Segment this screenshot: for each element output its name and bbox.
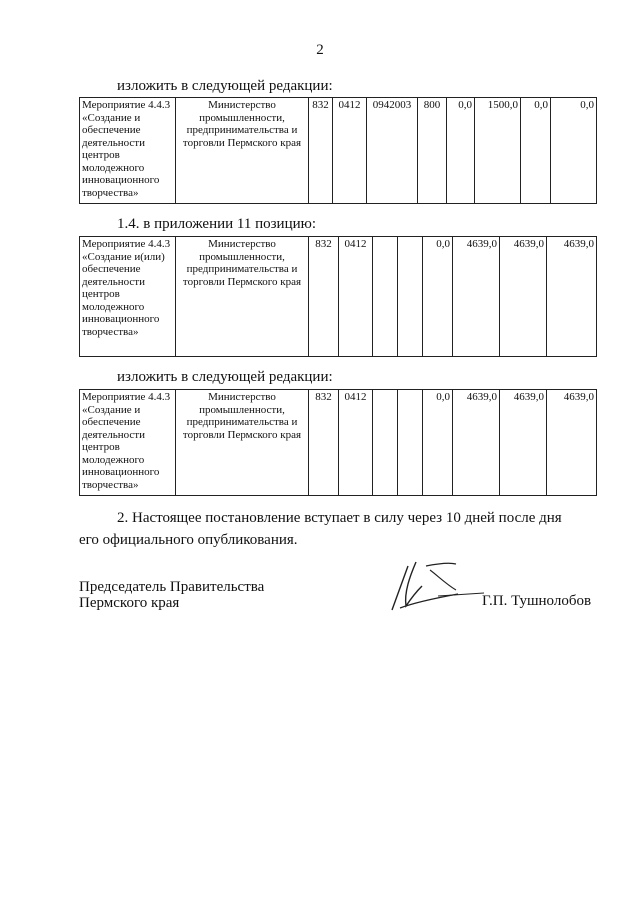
cell-code: 832 xyxy=(309,98,333,204)
closing-line-1: 2. Настоящее постановление вступает в силу через 10 дней после дня xyxy=(117,510,562,526)
table-row xyxy=(80,390,597,496)
cell-event-name: Мероприятие 4.4.3 «Создание и(или) обеспечение деятельности центров молодежного инновационного творчества» xyxy=(80,237,176,357)
table-row xyxy=(80,98,597,204)
signatory-title-line-1: Председатель Правительства xyxy=(79,579,265,595)
cell-value: 4639,0 xyxy=(500,390,547,496)
closing-paragraph xyxy=(79,507,596,551)
paragraph-intro-3: изложить в следующей редакции: xyxy=(117,369,333,385)
signatory-name: Г.П. Тушнолобов xyxy=(482,593,592,609)
cell-target xyxy=(373,237,398,357)
cell-type xyxy=(398,237,423,357)
cell-target xyxy=(373,390,398,496)
cell-ministry: Министерство промышленности, предпринимательства и торговли Пермского края xyxy=(176,390,309,496)
cell-value: 0,0 xyxy=(423,390,453,496)
cell-value: 4639,0 xyxy=(500,237,547,357)
cell-section: 0412 xyxy=(339,390,373,496)
cell-value: 0,0 xyxy=(423,237,453,357)
table-position-3 xyxy=(79,389,597,496)
cell-value: 4639,0 xyxy=(547,390,597,496)
cell-value: 4639,0 xyxy=(453,237,500,357)
cell-value: 0,0 xyxy=(521,98,551,204)
table-position-2 xyxy=(79,236,597,357)
cell-event-name: Мероприятие 4.4.3 «Создание и обеспечение деятельности центров молодежного инновационного творчества» xyxy=(80,390,176,496)
paragraph-intro-2: 1.4. в приложении 11 позицию: xyxy=(117,216,317,232)
cell-value: 0,0 xyxy=(447,98,475,204)
cell-code: 832 xyxy=(309,390,339,496)
cell-section: 0412 xyxy=(333,98,367,204)
cell-ministry: Министерство промышленности, предпринимательства и торговли Пермского края xyxy=(176,237,309,357)
closing-line-2: его официального опубликования. xyxy=(79,532,298,548)
cell-type xyxy=(398,390,423,496)
handwritten-signature xyxy=(386,556,486,616)
cell-value: 4639,0 xyxy=(453,390,500,496)
cell-section: 0412 xyxy=(339,237,373,357)
table-position-1 xyxy=(79,97,597,204)
paragraph-intro-1: изложить в следующей редакции: xyxy=(117,78,333,94)
cell-type: 800 xyxy=(418,98,447,204)
cell-value: 0,0 xyxy=(551,98,597,204)
cell-event-name: Мероприятие 4.4.3 «Создание и обеспечение деятельности центров молодежного инновационного творчества» xyxy=(80,98,176,204)
page-number: 2 xyxy=(316,42,324,58)
cell-value: 4639,0 xyxy=(547,237,597,357)
signatory-title-line-2: Пермского края xyxy=(79,595,180,611)
table-row xyxy=(80,237,597,357)
cell-value: 1500,0 xyxy=(475,98,521,204)
cell-code: 832 xyxy=(309,237,339,357)
cell-ministry: Министерство промышленности, предпринимательства и торговли Пермского края xyxy=(176,98,309,204)
signatory-title xyxy=(79,579,264,611)
cell-target: 0942003 xyxy=(367,98,418,204)
